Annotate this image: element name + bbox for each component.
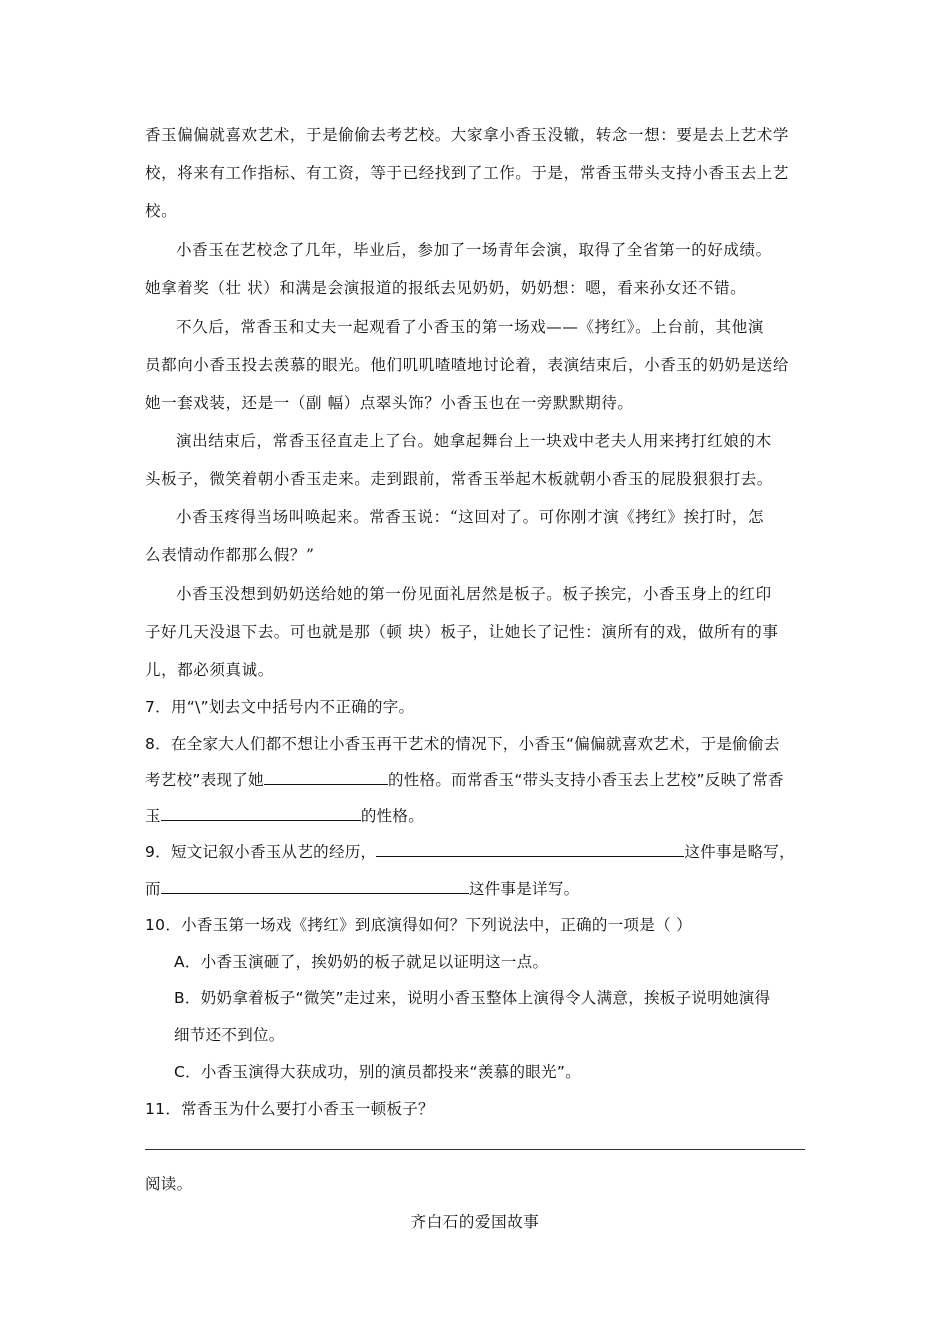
passage-line: 校。 [145, 202, 178, 220]
passage-line: 子好几天没退下去。可也就是那（顿 块）板子，让她长了记性：演所有的戏，做所有的事 [145, 623, 779, 641]
option-a[interactable]: A．小香玉演砸了，挨奶奶的板子就足以证明这一点。 [174, 953, 549, 971]
question-8: 8．在全家大人们都不想让小香玉再干艺术的情况下，小香玉“偏偏就喜欢艺术，于是偷偷去 [145, 735, 780, 753]
passage-line: 不久后，常香玉和丈夫一起观看了小香玉的第一场戏——《拷红》。上台前，其他演 [176, 318, 764, 336]
q8-text: 的性格。而常香玉“带头支持小香玉去上艺校”反映了常香 [387, 771, 784, 789]
question-9 [145, 840, 795, 862]
q9-text: 这件事是略写， [684, 843, 795, 861]
answer-blank-q8a[interactable] [264, 770, 388, 785]
passage-line: 头板子，微笑着朝小香玉走来。走到跟前，常香玉举起木板就朝小香玉的屁股狠狠打去。 [145, 470, 773, 488]
question-10: 10．小香玉第一场戏《拷红》到底演得如何？下列说法中，正确的一项是（ ） [145, 916, 692, 934]
question-9-cont [145, 877, 579, 899]
question-8-cont [145, 804, 424, 826]
passage-line: 她拿着奖（壮 状）和满是会演报道的报纸去见奶奶，奶奶想：嗯，看来孙女还不错。 [145, 279, 747, 297]
passage-line: 儿，都必须真诚。 [145, 661, 274, 679]
passage-line: 么表情动作都那么假？” [145, 546, 315, 564]
q8-text: 的性格。 [360, 807, 425, 825]
article-title: 齐白石的爱国故事 [410, 1213, 540, 1231]
answer-blank-q8b[interactable] [161, 806, 361, 821]
passage-line: 小香玉疼得当场叫唤起来。常香玉说：“这回对了。可你刚才演《拷红》挨打时，怎 [176, 508, 765, 526]
answer-blank-q9a[interactable] [376, 842, 684, 857]
passage-line: 校，将来有工作指标、有工资，等于已经找到了工作。于是，常香玉带头支持小香玉去上艺 [145, 164, 790, 182]
answer-blank-q9b[interactable] [161, 879, 469, 894]
question-7: 7．用“\”划去文中括号内不正确的字。 [145, 698, 415, 716]
question-8-cont [145, 768, 784, 790]
option-b-cont: 细节还不到位。 [174, 1026, 285, 1044]
passage-line: 演出结束后，常香玉径直走上了台。她拿起舞台上一块戏中老夫人用来拷打红娘的木 [176, 432, 772, 450]
passage-line: 小香玉在艺校念了几年，毕业后，参加了一场青年会演，取得了全省第一的好成绩。 [176, 241, 772, 259]
passage-line: 香玉偏偏就喜欢艺术，于是偷偷去考艺校。大家拿小香玉没辙，转念一想：要是去上艺术学 [145, 126, 790, 144]
section-instruction: 阅读。 [145, 1175, 193, 1193]
answer-line-q11[interactable] [145, 1149, 805, 1150]
q9-text: 9．短文记叙小香玉从艺的经历， [145, 843, 377, 861]
option-b[interactable]: B．奶奶拿着板子“微笑”走过来，说明小香玉整体上演得令人满意，挨板子说明她演得 [174, 989, 771, 1007]
q8-text: 考艺校”表现了她 [145, 771, 264, 789]
q8-text: 玉 [145, 807, 161, 825]
question-11: 11．常香玉为什么要打小香玉一顿板子？ [145, 1100, 434, 1118]
q9-text: 而 [145, 880, 161, 898]
passage-line: 她一套戏装，还是一（副 幅）点翠头饰？小香玉也在一旁默默期待。 [145, 394, 634, 412]
passage-line: 员都向小香玉投去羡慕的眼光。他们叽叽喳喳地讨论着，表演结束后，小香玉的奶奶是送给 [145, 356, 790, 374]
passage-line: 小香玉没想到奶奶送给她的第一份见面礼居然是板子。板子挨完，小香玉身上的红印 [176, 585, 772, 603]
q9-text: 这件事是详写。 [468, 880, 580, 898]
option-c[interactable]: C．小香玉演得大获成功，别的演员都投来“羡慕的眼光”。 [174, 1063, 581, 1081]
